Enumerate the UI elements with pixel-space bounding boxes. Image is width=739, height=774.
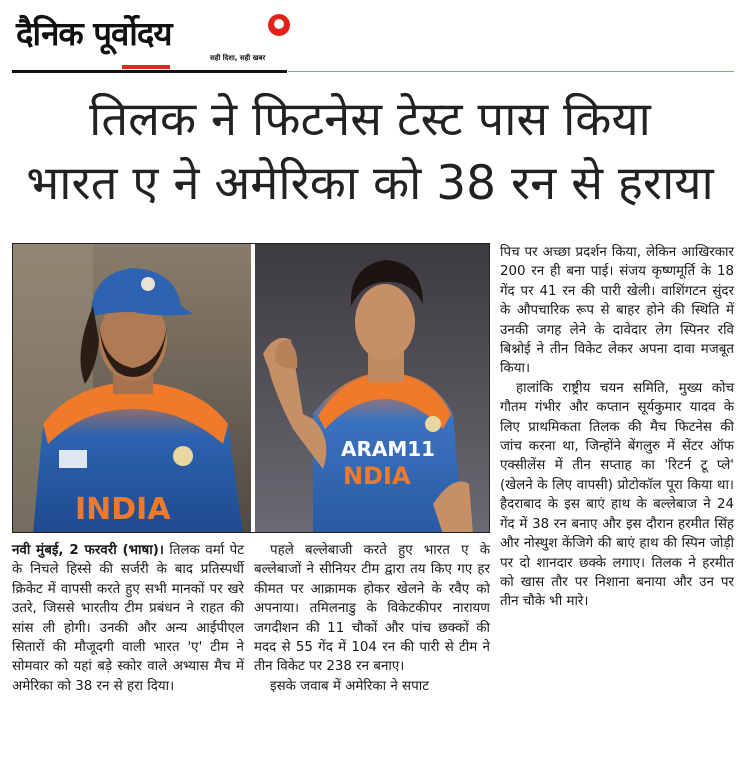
column-3-paragraph-2: हालांकि राष्ट्रीय चयन समिति, मुख्य कोच गौतम गंभीर और कप्तान सूर्यकुमार यादव के लिए प्राथमिकता तिलक की मैच फिटनेस की जांच करना था, जिन्होंने बेंगलुरु में सेंटर ऑफ एक्सीलेंस में तीन सप्ताह का 'रिटर्न टू प्ले' (खेलने के लिए वापसी) प्रोटोकॉल पूरा किया था। हैदराबाद के इस बाएं हाथ के बल्लेबाज ने 24 गेंद में 38 रन बनाए और इस दौरान हरमीत सिंह और नोस्थुश केंजिगे की बाएं हाथ की स्पिन जोड़ी पर दो शानदार छक्के लगाए। तिलक ने हरमीत को खास तौर पर निशाना बनाया और उन पर तीन चौके भी मारे। [500, 380, 734, 610]
article-column-1 [12, 541, 244, 696]
masthead-rule [12, 70, 287, 73]
right-jersey-text-2: NDIA [343, 462, 411, 490]
right-jersey-text-1: ARAM11 [341, 437, 436, 461]
left-jersey-text: INDIA [75, 492, 171, 527]
article-photo [12, 243, 490, 533]
headline [10, 88, 730, 216]
cricketers-photo [13, 244, 490, 533]
column-3-paragraph-1: पिच पर अच्छा प्रदर्शन किया, लेकिन आखिरकार 200 रन ही बना पाई। संजय कृष्णमूर्ति के 18 गेंद पर 41 रन की पारी खेली। वाशिंगटन सुंदर के औपचारिक रूप से बाहर होने की स्थिति में उनकी जगह लेने के दावेदार लेग स्पिनर रवि बिश्नोई ने तीन विकेट लेकर अपना दावा मजबूत किया। [500, 245, 734, 377]
article-column-3 [500, 243, 734, 612]
headline-line-1: तिलक ने फिटनेस टेस्ट पास किया [89, 92, 651, 147]
headline-line-2: भारत ए ने अमेरिका को 38 रन से हराया [26, 156, 714, 211]
column-2-paragraph-1: पहले बल्लेबाजी करते हुए भारत ए के बल्लेबाजों ने सीनियर टीम द्वारा तय किए गए हर कीमत पर आक्रामक होकर खेलने के रवैए को अपनाया। तमिलनाडु के विकेटकीपर नारायण जगदीशन की 11 चौकों और पांच छक्कों की मदद से 55 गेंद में 104 रन की पारी से टीम ने तीन विकेट पर 238 रन बनाए। [254, 543, 490, 675]
column-2-paragraph-2: इसके जवाब में अमेरिका ने सपाट [270, 678, 429, 694]
logo-red-bar [122, 65, 170, 69]
logo-red-dot-icon [268, 14, 290, 36]
masthead-rule-blue [288, 71, 734, 72]
article-column-2 [254, 541, 490, 696]
masthead [12, 4, 292, 74]
newspaper-logo: दैनिक पूर्वोदय [16, 14, 172, 53]
article-paragraph [12, 541, 244, 696]
dateline: नवी मुंबई, 2 फरवरी (भाषा)। [12, 543, 164, 558]
column-1-text: तिलक वर्मा पेट के निचले हिस्से की सर्जरी के बाद प्रतिस्पर्धी क्रिकेट में वापसी करते हुए सभी मानकों पर खरे उतरे, जिससे भारतीय टीम प्रबंधन ने राहत की सांस ली होगी। उनकी और अन्य आईपीएल सितारों की मौजूदगी वाली भारत 'ए' टीम ने सोमवार को यहां बड़े स्कोर वाले अभ्यास मैच में अमेरिका को 38 रन से हरा दिया। [12, 543, 244, 694]
masthead-tagline: सही दिशा, सही खबर [210, 54, 266, 62]
